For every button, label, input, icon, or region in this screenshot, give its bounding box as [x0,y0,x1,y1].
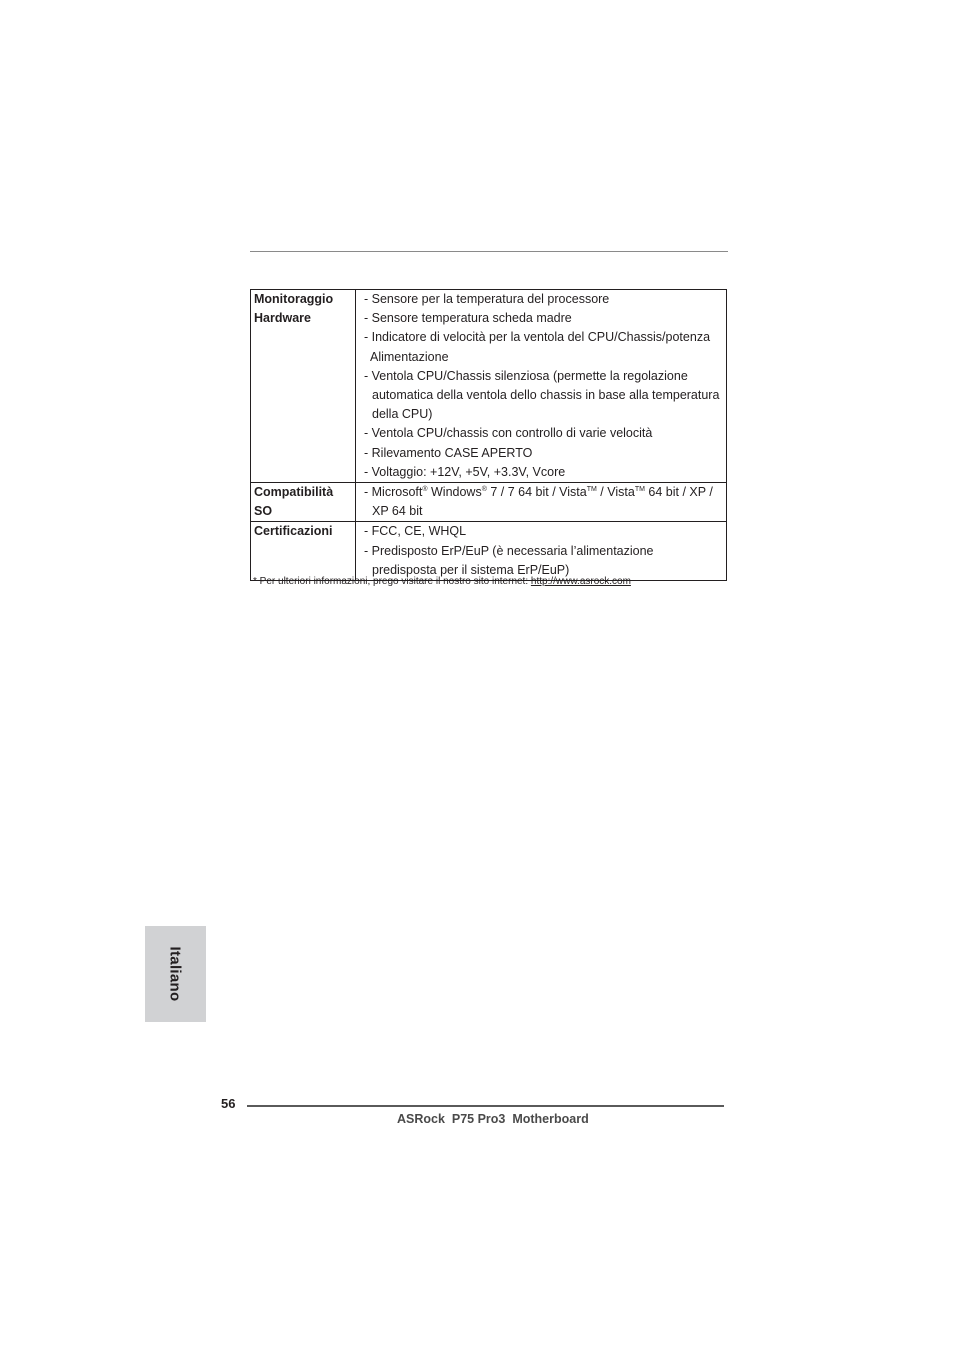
language-tab [145,926,206,1022]
registered-mark: ® [422,486,428,494]
content-line: della CPU) [372,407,433,422]
label-line: Monitoraggio [254,292,334,306]
row-content [356,483,727,522]
os-text: 64 bit / XP / [644,485,713,500]
table-row [251,522,727,581]
website-link[interactable]: http://www.asrock.com [530,576,631,587]
content-line: - Sensore per la temperatura del processore [364,292,610,306]
os-text: Windows [427,485,482,500]
trademark-mark: TM [634,486,645,494]
footer-rule [247,1105,724,1107]
content-line: Alimentazione [370,349,449,364]
label-line: Certificazioni [254,524,333,539]
content-line: automatica della ventola dello chassis in base alla temperatura [372,388,720,403]
table-row [251,483,727,522]
content-line: predisposta per il sistema ErP/EuP) [372,562,570,577]
content-line: - Ventola CPU/Chassis silenziosa (permette la regolazione [364,368,688,383]
footnote [253,576,631,587]
os-text: - Microsoft [364,485,423,500]
content-line: - Sensore temperatura scheda madre [364,311,572,326]
spec-table [250,289,727,581]
trademark-mark: TM [586,486,597,494]
registered-mark: ® [481,486,487,494]
row-label [251,522,356,581]
content-line: - Indicatore di velocità per la ventola del CPU/Chassis/potenza [364,330,711,345]
row-content [356,522,727,581]
row-content [356,290,727,483]
product-name: ASRock P75 Pro3 Motherboard [397,1112,589,1126]
content-line: - Predisposto ErP/EuP (è necessaria l’alimentazione [364,543,654,558]
row-label [251,290,356,483]
content-line: - Ventola CPU/chassis con controllo di varie velocità [364,426,653,441]
language-tab-label: Italiano [166,946,184,1002]
content-line: - Rilevamento CASE APERTO [364,445,533,460]
footnote-text: * Per ulteriori informazioni, prego visitare il nostro sito internet: [253,576,531,587]
content-line: - Voltaggio: +12V, +5V, +3.3V, Vcore [364,464,566,479]
os-text: 7 / 7 64 bit / Vista [486,485,587,500]
row-label [251,483,356,522]
table-row [251,290,727,483]
label-line: Hardware [254,311,311,326]
top-rule [250,251,728,252]
label-line: SO [254,504,273,519]
content-line: XP 64 bit [372,504,423,519]
os-line [364,483,726,502]
os-text: / Vista [596,485,635,500]
page-number: 56 [221,1096,236,1111]
label-line: Compatibilità [254,485,334,500]
content-line: - FCC, CE, WHQL [364,524,467,539]
